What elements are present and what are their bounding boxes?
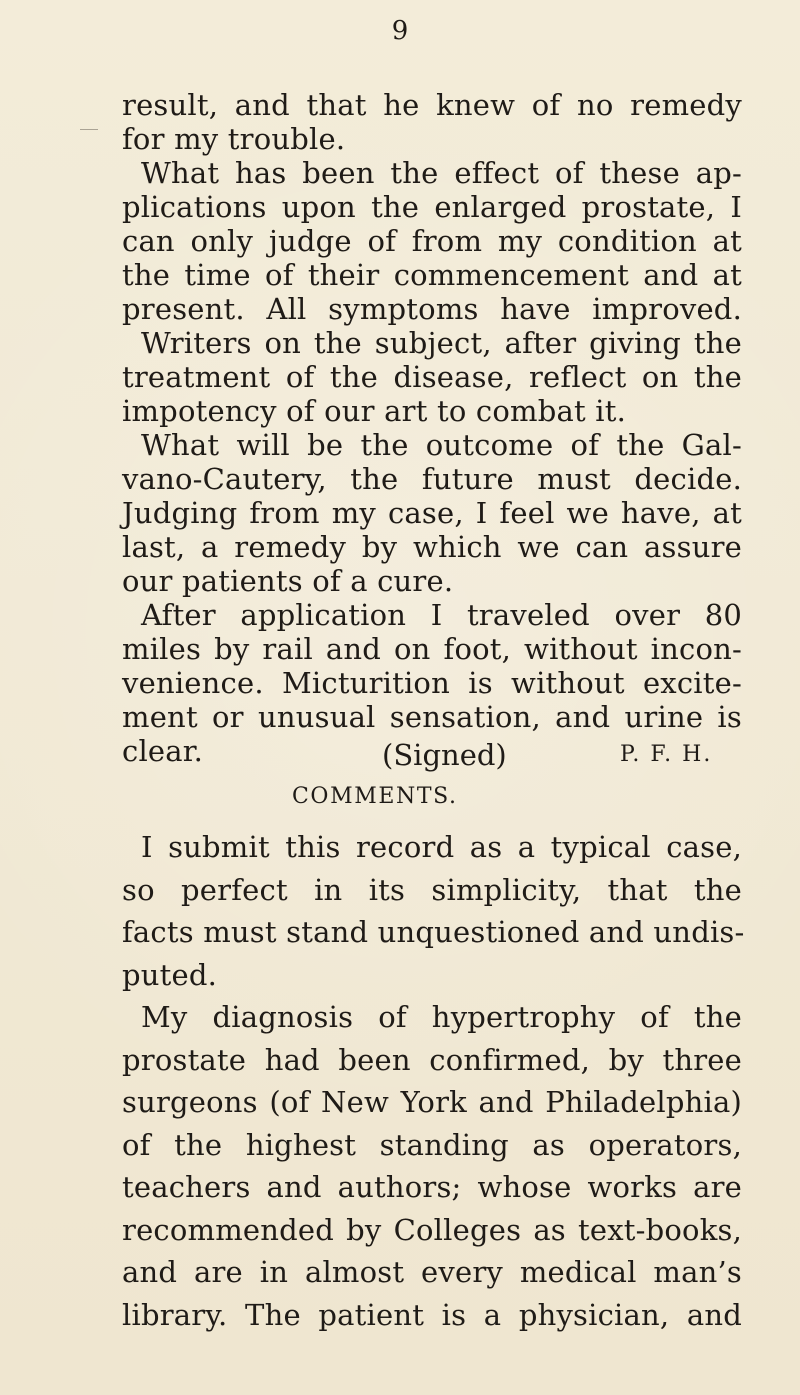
text-line: venience. Micturition is without excite- [122,666,742,700]
comment-line: facts must stand unquestioned and undis- [122,915,745,949]
text-line: present. All symptoms have improved. [122,292,742,326]
margin-mark [80,129,98,130]
text-line: last, a remedy by which we can assure [122,530,742,564]
signature-initials: P. F. H. [620,742,713,767]
comment-line: prostate had been confirmed, by three [122,1042,742,1077]
text-line: What will be the outcome of the Gal- [141,428,742,462]
text-line: plications upon the enlarged prostate, I [122,190,742,224]
comment-line: My diagnosis of hypertrophy of the [141,1000,742,1034]
comments-heading: COMMENTS. [292,784,458,809]
comment-line: of the highest standing as operators, [122,1127,742,1162]
page-number: 9 [391,16,409,46]
signature-line [122,738,742,772]
text-line: ment or unusual sensation, and urine is [122,700,742,734]
text-line: treatment of the disease, reflect on the [122,360,742,394]
comment-line: recommended by Colleges as text-books, [122,1212,742,1247]
comment-line: so perfect in its simplicity, that the [122,872,742,907]
text-line: Judging from my case, I feel we have, at [122,496,742,530]
text-line: our patients of a cure. [122,564,454,598]
comment-line: library. The patient is a physician, and [122,1297,742,1332]
text-line: for my trouble. [122,122,346,156]
text-line: Writers on the subject, after giving the [141,326,742,360]
text-line: vano-Cautery, the future must decide. [122,462,742,496]
main-text-block [122,88,742,768]
comment-line: puted. [122,957,218,992]
text-line: After application I traveled over 80 [141,598,742,632]
text-line: can only judge of from my condition at [122,224,742,258]
text-line: the time of their commencement and at [122,258,742,292]
comment-line: and are in almost every medical man’s [122,1255,742,1289]
text-line: result, and that he knew of no remedy [122,88,742,122]
text-line: impotency of our art to combat it. [122,394,626,428]
text-line: clear. [122,734,204,768]
signed-label: (Signed) [382,738,507,772]
comments-text-block [122,826,745,1336]
comment-line: surgeons (of New York and Philadelphia) [122,1085,742,1119]
text-line: miles by rail and on foot, without incon- [122,632,742,666]
text-line: What has been the effect of these ap- [141,156,742,190]
comment-line: I submit this record as a typical case, [141,830,742,864]
comment-line: teachers and authors; whose works are [122,1170,742,1204]
